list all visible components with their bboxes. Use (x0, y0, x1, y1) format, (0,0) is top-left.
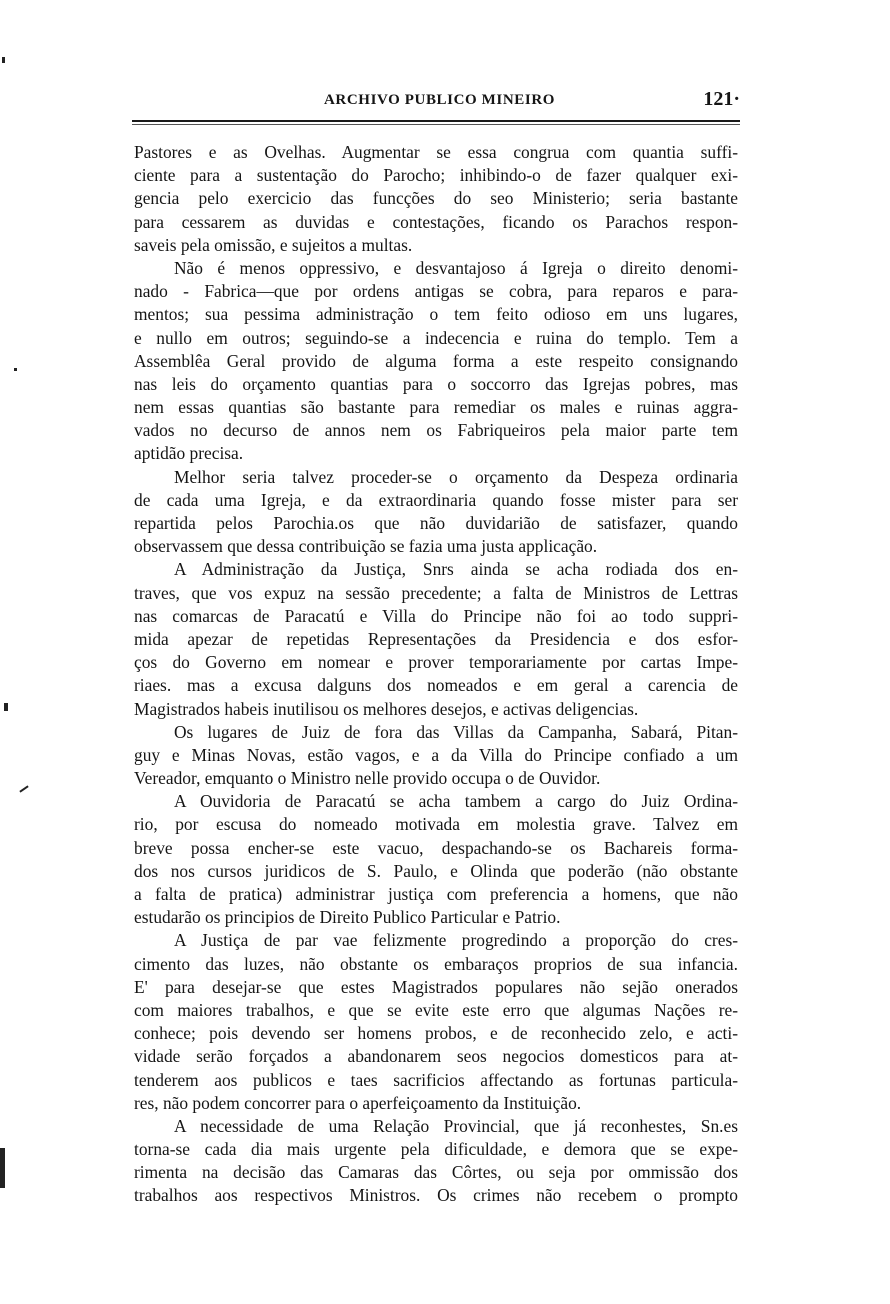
text-line: saveis pela omissão, e sujeitos a multas. (134, 234, 413, 255)
text-line: mida apezar de repetidas Representações da Presidencia e dos esfor- (134, 628, 738, 649)
text-line: A Justiça de par vae felizmente progredindo a proporção do cres- (174, 930, 738, 951)
text-line: de cada uma Igreja, e da extraordinaria quando fosse mister para ser (134, 489, 738, 510)
text-line: com maiores trabalhos, e que se evite este erro que algumas Nações re- (134, 999, 738, 1020)
text-line: nado - Fabrica—que por ordens antigas se cobra, para reparos e para- (134, 281, 738, 302)
text-line: ciente para a sustentação do Parocho; inhibindo-o de fazer qualquer exi- (134, 165, 738, 186)
body-text (134, 141, 738, 1208)
text-line: gencia pelo exercicio das funcções do seo Ministerio; seria bastante (134, 188, 738, 209)
text-line: nas leis do orçamento quantias para o soccorro das Igrejas pobres, mas (134, 373, 738, 394)
text-line: ços do Governo em nomear e prover temporariamente por cartas Impe- (134, 652, 738, 673)
text-line: breve possa encher-se este vacuo, despachando-se os Bachareis forma- (134, 837, 738, 858)
header-rule-thin (132, 124, 740, 125)
text-line: trabalhos aos respectivos Ministros. Os crimes não recebem o prompto (134, 1185, 738, 1206)
text-line: para cessarem as duvidas e contestações, ficando os Parachos respon- (134, 211, 738, 232)
text-line: E' para desejar-se que estes Magistrados populares não sejão onerados (134, 976, 738, 997)
text-line: res, não podem concorrer para o aperfeiçoamento da Instituição. (134, 1092, 582, 1113)
text-line: e nullo em outros; seguindo-se a indecencia e ruina do templo. Tem a (134, 327, 738, 348)
text-line: Os lugares de Juiz de fora das Villas da Campanha, Sabará, Pitan- (174, 721, 738, 742)
text-line: guy e Minas Novas, estão vagos, e a da Villa do Principe confiado a um (134, 744, 738, 765)
text-line: Melhor seria talvez proceder-se o orçamento da Despeza ordinaria (174, 466, 738, 487)
text-line: mentos; sua pessima administração o tem feito odioso em uns lugares, (134, 304, 738, 325)
text-line: riaes. mas a excusa dalguns dos nomeados e em geral a carencia de (134, 675, 738, 696)
text-line: A Ouvidoria de Paracatú se acha tambem a cargo do Juiz Ordina- (174, 791, 738, 812)
running-head (132, 90, 740, 114)
text-line: estudarão os principios de Direito Publico Particular e Patrio. (134, 907, 561, 928)
text-line: aptidão precisa. (134, 443, 244, 464)
scan-speck (19, 785, 28, 792)
text-line: nas comarcas de Paracatú e Villa do Principe não foi ao todo suppri- (134, 605, 738, 626)
scan-speck (2, 57, 5, 63)
text-line: repartida pelos Parochia.os que não duvidarião de satisfazer, quando (134, 513, 738, 533)
scan-binding-mark (0, 1148, 5, 1188)
header-rule (132, 120, 740, 122)
scan-speck (4, 703, 8, 711)
text-line: rimenta na decisão das Camaras das Côrtes, ou seja por ommissão dos (134, 1162, 738, 1183)
text-line: vados no decurso de annos nem os Fabriqueiros pela maior parte tem (134, 420, 738, 441)
text-line: A Administração da Justiça, Snrs ainda se acha rodiada dos en- (174, 559, 738, 580)
text-line: Assemblêa Geral provido de alguma forma a este respeito consignando (134, 350, 738, 371)
text-line: dos nos cursos juridicos de S. Paulo, e Olinda que poderão (não obstante (134, 860, 738, 881)
text-line: Não é menos oppressivo, e desvantajoso á Igreja o direito denomi- (174, 257, 738, 278)
text-line: conhece; pois devendo ser homens probos, e de reconhecido zelo, e acti- (134, 1023, 738, 1044)
text-line: observassem que dessa contribuição se fazia uma justa applicação. (134, 536, 598, 557)
text-line: Magistrados habeis inutilisou os melhores desejos, e activas deligencias. (134, 698, 639, 719)
text-line: Pastores e as Ovelhas. Augmentar se essa congrua com quantia suffi- (134, 142, 738, 162)
text-line: traves, que vos expuz na sessão precedente; a falta de Ministros de Lettras (134, 582, 738, 603)
text-line: Vereador, emquanto o Ministro nelle provido occupa o de Ouvidor. (134, 768, 601, 789)
text-line: nem essas quantias são bastante para remediar os males e ruinas aggra- (134, 397, 738, 418)
text-line: A necessidade de uma Relação Provincial, que já reconhestes, Sn.es (174, 1115, 738, 1136)
page-number: 121· (703, 88, 740, 110)
text-line: a falta de pratica) administrar justiça com preferencia a homens, que não (134, 884, 738, 904)
scan-speck (14, 368, 17, 371)
text-line: tenderem aos publicos e taes sacrificios affectando as fortunas particula- (134, 1069, 738, 1090)
text-line: torna-se cada dia mais urgente pela dificuldade, e demora que se expe- (134, 1139, 738, 1160)
text-line: cimento das luzes, não obstante os embaraços proprios de sua infancia. (134, 953, 738, 974)
text-line: vidade serão forçados a abandonarem seos negocios domesticos para at- (134, 1046, 738, 1067)
text-line: rio, por escusa do nomeado motivada em molestia grave. Talvez em (134, 814, 738, 835)
running-title: ARCHIVO PUBLICO MINEIRO (324, 92, 556, 108)
